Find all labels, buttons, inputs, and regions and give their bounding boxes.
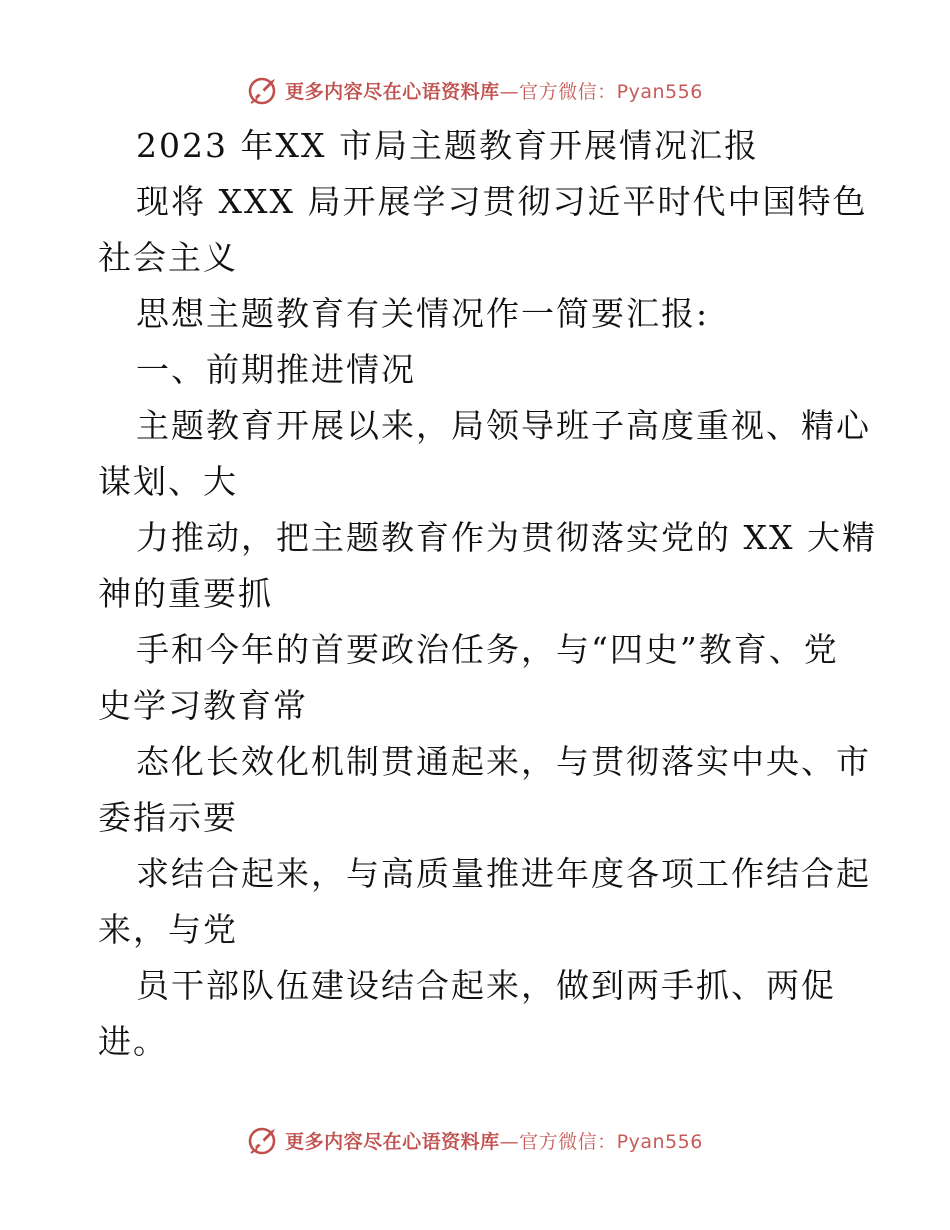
body-text-line: 员干部队伍建设结合起来，做到两手抓、两促 bbox=[136, 966, 836, 1005]
body-text-line: 手和今年的首要政治任务，与“四史”教育、党 bbox=[136, 630, 839, 669]
document-body bbox=[98, 118, 877, 1070]
body-text-line: 委指示要 bbox=[98, 798, 238, 837]
body-text-line: 现将 XXX 局开展学习贯彻习近平时代中国特色 bbox=[136, 182, 868, 221]
body-text-line: 思想主题教育有关情况作一简要汇报: bbox=[136, 294, 710, 333]
body-text-line: 态化长效化机制贯通起来，与贯彻落实中央、市 bbox=[136, 742, 871, 781]
header-watermark-banner bbox=[0, 70, 950, 110]
body-text-line: 求结合起来，与高质量推进年度各项工作结合起 bbox=[136, 854, 871, 893]
body-text-line: 主题教育开展以来，局领导班子高度重视、精心 bbox=[136, 406, 871, 445]
footer-watermark-banner bbox=[0, 1120, 950, 1160]
quill-logo-icon bbox=[247, 73, 281, 107]
quill-logo-icon bbox=[247, 1123, 281, 1157]
body-text-line: 史学习教育常 bbox=[98, 686, 308, 725]
body-text-line: 力推动，把主题教育作为贯彻落实党的 XX 大精 bbox=[136, 518, 877, 557]
body-text-line: 来，与党 bbox=[98, 910, 238, 949]
watermark-text: 更多内容尽在心语资料库—官方微信：Pyan556 bbox=[285, 1130, 703, 1153]
document-title: 2023 年XX 市局主题教育开展情况汇报 bbox=[136, 126, 759, 165]
body-text-line: 一、前期推进情况 bbox=[136, 350, 416, 389]
body-text-line: 进。 bbox=[98, 1022, 168, 1061]
body-text-line: 神的重要抓 bbox=[98, 574, 273, 613]
body-text-line: 谋划、大 bbox=[98, 462, 238, 501]
watermark-text: 更多内容尽在心语资料库—官方微信：Pyan556 bbox=[285, 80, 703, 103]
body-text-line: 社会主义 bbox=[98, 238, 238, 277]
